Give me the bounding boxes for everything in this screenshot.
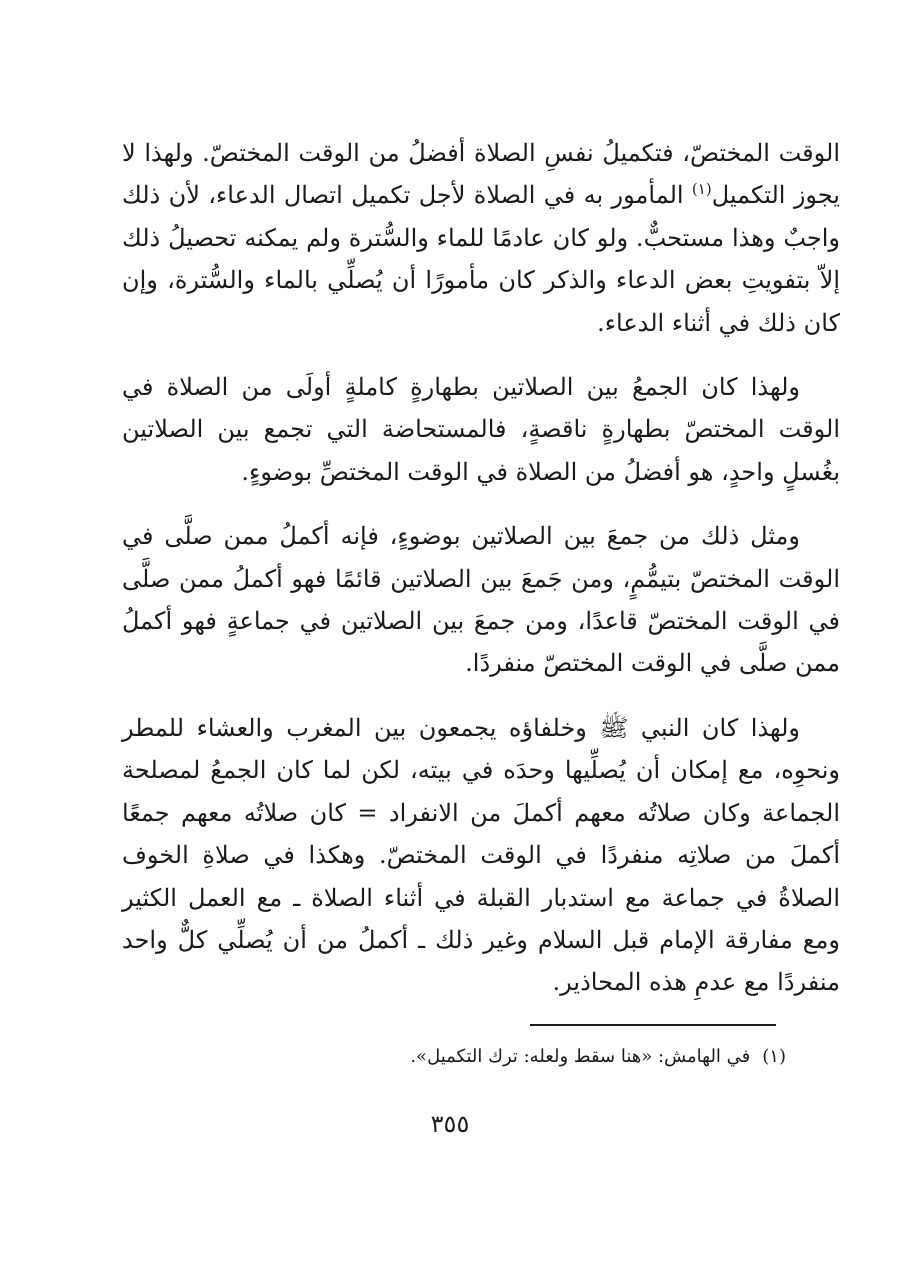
footnote-separator [530, 1024, 776, 1026]
footnote [122, 1043, 786, 1071]
footnote-text: في الهامش: «هنا سقط ولعله: ترك التكميل». [410, 1046, 751, 1067]
footnote-reference: (١) [691, 180, 712, 199]
footnote-number: (١) [762, 1046, 786, 1067]
body-text [122, 132, 840, 1026]
paragraph-2: ولهذا كان الجمعُ بين الصلاتين بطهارةٍ كاملةٍ أولَى من الصلاة في الوقت المختصّ بطهارةٍ ناقصةٍ، فالمستحاضة التي تجمع بين الصلاتين بغُسلٍ واحدٍ، هو أفضلُ من الصلاة في الوقت المختصِّ بوضوءٍ. [122, 373, 840, 486]
paragraph-1 [122, 132, 840, 344]
paragraph-1-text-after-note: المأمور به في الصلاة لأجل تكميل اتصال الدعاء، لأن ذلك واجبٌ وهذا مستحبٌّ. ولو كان عادمًا للماء والسُّترة ولم يمكنه تحصيلُ ذلك إلاّ بتفويتِ بعض الدعاء والذكر كان مأمورًا أن يُصلِّي بالماء والسُّترة، وإن كان ذلك في أثناء الدعاء. [122, 181, 840, 337]
paragraph-1-text-before-note: الوقت المختصّ، فتكميلُ نفسِ الصلاة أفضلُ من الوقت المختصّ. ولهذا لا يجوز التكميل [122, 139, 840, 210]
paragraph-4: ولهذا كان النبي ﷺ وخلفاؤه يجمعون بين المغرب والعشاء للمطر ونحوِه، مع إمكان أن يُصلِّيها وحدَه في بيته، لكن لما كان الجمعُ لمصلحة الجماعة وكان صلاتُه معهم أكملَ من الانفراد = كان صلاتُه معهم جمعًا أكملَ من صلاتِه منفردًا في الوقت المختصّ. وهكذا في صلاةِ الخوف الصلاةُ في جماعة مع استدبار القبلة في أثناء الصلاة ـ مع العمل الكثير ومع مفارقة الإمام قبل السلام وغير ذلك ـ أكملُ من أن يُصلِّي كلٌّ واحد منفردًا مع عدمِ هذه المحاذير. [122, 713, 840, 997]
page-number: ٣٥٥ [430, 1110, 470, 1138]
paragraph-3: ومثل ذلك من جمعَ بين الصلاتين بوضوءٍ، فإنه أكملُ ممن صلَّى في الوقت المختصّ بتيمُّمٍ، ومن جَمعَ بين الصلاتين قائمًا فهو أكملُ ممن صلَّى في الوقت المختصّ قاعدًا، ومن جمعَ بين الصلاتين في جماعةٍ فهو أكملُ ممن صلَّى في الوقت المختصّ منفردًا. [122, 522, 840, 678]
